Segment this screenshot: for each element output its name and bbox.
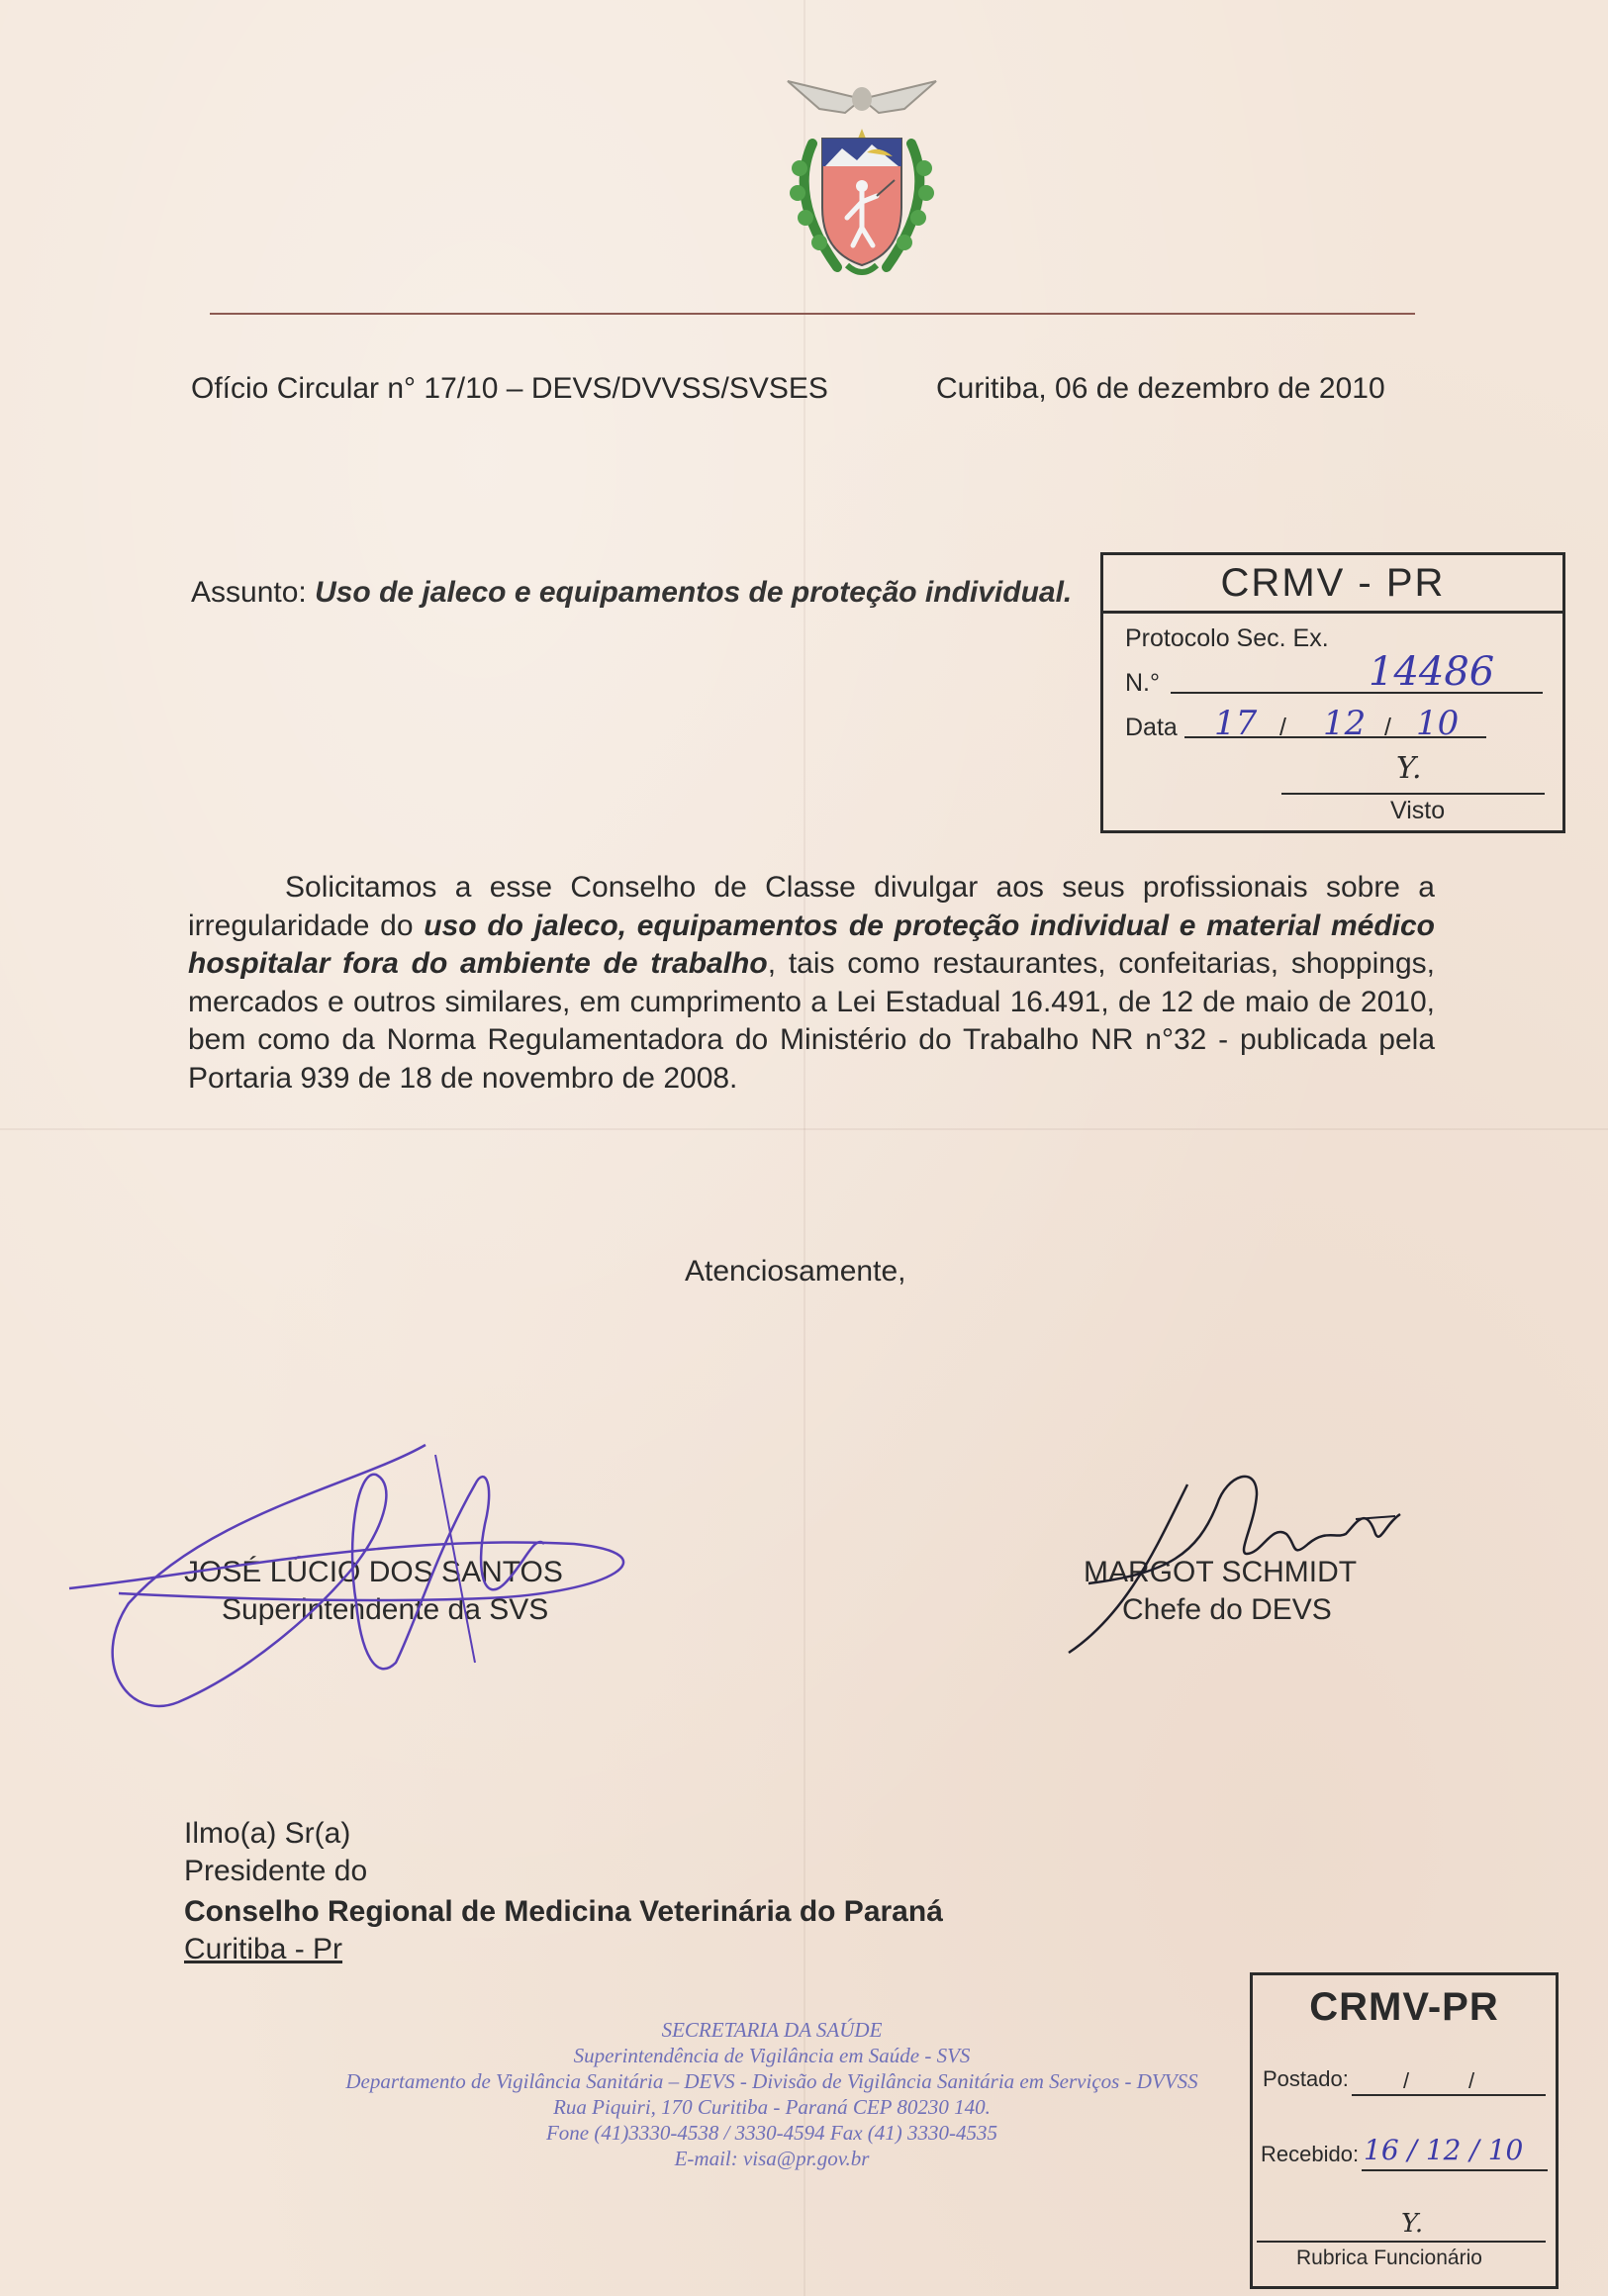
footer-line-5: Fone (41)3330-4538 / 3330-4594 Fax (41) 3330-4535	[545, 2121, 998, 2145]
protocol-visto-label: Visto	[1390, 797, 1446, 824]
parana-coat-of-arms-icon	[768, 69, 956, 282]
receipt-stamp	[1250, 1972, 1559, 2289]
receipt-posted-sep-2: /	[1468, 2068, 1475, 2093]
protocol-number-value: 14486	[1369, 649, 1495, 695]
body-text-part2: , tais como restaurantes, confeitarias, shoppings, mercados e outros similares, em cumprimento a Lei Estadual 16.491, de 12 de maio de 2010, bem como da Norma Regulamentadora do Ministério do Trabalho NR n°32 - publicada pela Portaria 939 de 18 de novembro de 2008.	[188, 947, 1435, 1095]
paper-fold-horizontal	[0, 1128, 1608, 1130]
protocol-number-label: N.°	[1125, 669, 1160, 697]
subject-text: Uso de jaleco e equipamentos de proteção individual.	[315, 576, 1073, 609]
body-paragraph	[188, 869, 1435, 1098]
receipt-received-value: 16 / 12 / 10	[1364, 2134, 1524, 2166]
signatory-1-title: Superintendente da SVS	[222, 1593, 549, 1626]
body-text-emphasis: uso do jaleco, equipamentos de proteção individual e material médico hospitalar fora do ambiente de trabalho	[188, 909, 1435, 980]
footer-line-3: Departamento de Vigilância Sanitária – DEVS - Divisão de Vigilância Sanitária em Serviços - DVVSS	[345, 2069, 1198, 2093]
protocol-label: Protocolo Sec. Ex.	[1125, 624, 1329, 652]
subject-line	[191, 574, 1072, 612]
letterhead-footer	[277, 2017, 1267, 2171]
protocol-stamp-title: CRMV - PR	[1103, 555, 1562, 614]
receipt-posted-sep-1: /	[1403, 2068, 1410, 2093]
signature-2-scribble	[1049, 1445, 1425, 1663]
signatory-1-name: JOSÉ LÚCIO DOS SANTOS	[184, 1556, 563, 1588]
header-rule	[210, 313, 1415, 315]
protocol-stamp: CRMV - PR Protocolo Sec. Ex. N.° 14486 Data 17 / 12 / 10 Y. Visto	[1100, 552, 1565, 833]
subject-label: Assunto:	[191, 576, 307, 609]
receipt-received-line	[1362, 2169, 1548, 2171]
receipt-signature-line	[1257, 2241, 1546, 2243]
footer-line-2: Superintendência de Vigilância em Saúde - SVS	[573, 2044, 971, 2067]
footer-line-6: E-mail: visa@pr.gov.br	[674, 2147, 870, 2170]
body-text-part1: Solicitamos a esse Conselho de Classe divulgar aos seus profissionais sobre a irregularidade do	[188, 871, 1435, 942]
addressee-organization: Conselho Regional de Medicina Veterinária do Paraná	[184, 1895, 943, 1928]
protocol-date-month: 12	[1323, 704, 1367, 743]
addressee-salutation: Ilmo(a) Sr(a)	[184, 1817, 351, 1850]
receipt-received-label: Recebido:	[1261, 2142, 1360, 2166]
protocol-visto-line	[1281, 793, 1545, 795]
protocol-date-year: 10	[1416, 704, 1460, 743]
receipt-posted-line	[1352, 2094, 1546, 2096]
document-reference: Ofício Circular n° 17/10 – DEVS/DVVSS/SVSES	[191, 372, 828, 405]
signature-1-scribble	[59, 1425, 683, 1742]
addressee-block	[184, 1815, 943, 1968]
addressee-city: Curitiba - Pr	[184, 1933, 343, 1965]
footer-line-1: SECRETARIA DA SAÚDE	[661, 2018, 883, 2042]
signatory-2-title: Chefe do DEVS	[1122, 1593, 1332, 1626]
protocol-date-day: 17	[1214, 704, 1258, 743]
closing-salutation: Atenciosamente,	[685, 1255, 906, 1288]
receipt-stamp-title: CRMV-PR	[1309, 1985, 1499, 2029]
receipt-signature-label: Rubrica Funcionário	[1296, 2247, 1482, 2269]
protocol-date-label: Data	[1125, 714, 1178, 741]
addressee-role: Presidente do	[184, 1855, 368, 1887]
place-and-date: Curitiba, 06 de dezembro de 2010	[936, 372, 1385, 405]
receipt-signature-mark: Y.	[1401, 2209, 1424, 2239]
receipt-posted-label: Postado:	[1263, 2066, 1349, 2091]
signatory-2-name: MARGOT SCHMIDT	[1084, 1556, 1358, 1588]
footer-line-4: Rua Piquiri, 170 Curitiba - Paraná CEP 80230 140.	[553, 2095, 991, 2119]
protocol-visto-mark: Y.	[1396, 751, 1422, 786]
